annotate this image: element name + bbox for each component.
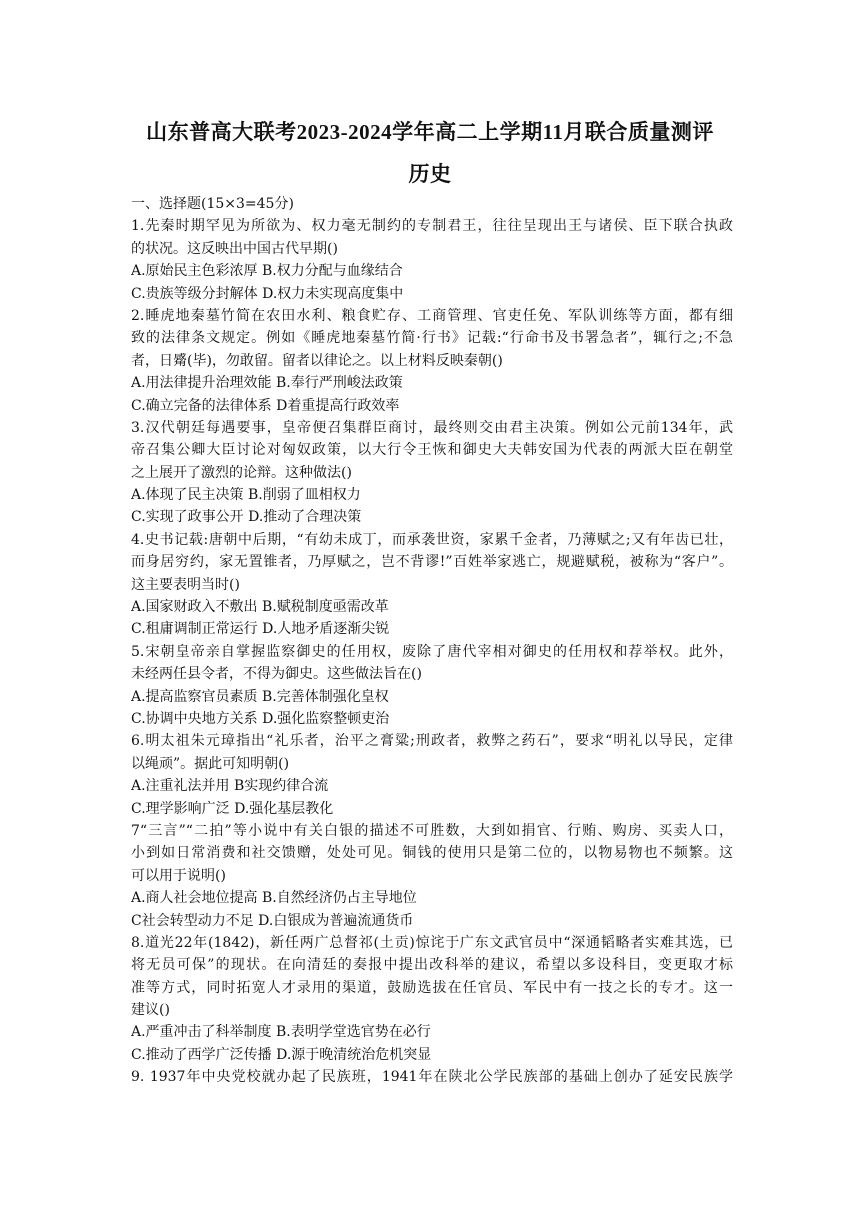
text-line: A.用法律提升治理效能 B.奉行严刑峻法政策 xyxy=(131,375,403,392)
text-line: A.严重冲击了科举制度 B.表明学堂选官势在必行 xyxy=(131,1024,431,1041)
text-line: 9. 1937年中央党校就办起了民族班，1941年在陕北公学民族部的基础上创办了延安民族学 xyxy=(131,1069,733,1086)
text-line: C.确立完备的法律体系 D着重提高行政效率 xyxy=(131,397,400,414)
text-line: 而身居穷约，家无置锥者，乃厚赋之，岂不背谬!”百姓举家逃亡，规避赋税，被称为“客户”。 xyxy=(131,554,733,571)
text-line: 将无员可保”的现状。在向清廷的奏报中提出改科举的建议，希望以多设科目，变更取才标 xyxy=(131,957,733,974)
text-line: 未经两任县令者，不得为御史。这些做法旨在() xyxy=(131,666,422,683)
text-line: C.实现了政事公开 D.推动了合理决策 xyxy=(131,509,362,526)
text-line: C.推动了西学广泛传播 D.源于晚清统治危机突显 xyxy=(131,1046,432,1063)
text-line: 者，日觱(毕)，勿敢留。留者以律论之。以上材料反映秦朝() xyxy=(131,352,503,369)
text-line: 6.明太祖朱元璋指出“礼乐者，治平之膏粱;刑政者，救弊之药石”，要求“明礼以导民，定律 xyxy=(131,733,733,750)
text-line: 致的法律条文规定。例如《睡虎地秦墓竹简·行书》记载:“行命书及书署急者”，辄行之;不急 xyxy=(131,330,733,347)
text-line: 4.史书记载:唐朝中后期，“有幼未成丁，而承袭世资，家累千金者，乃薄赋之;又有年齿已壮， xyxy=(131,531,733,548)
text-line: A.体现了民主决策 B.削弱了皿相权力 xyxy=(131,487,361,504)
text-line: 7“三言”“二拍”等小说中有关白银的描述不可胜数，大到如捐官、行贿、购房、买卖人口， xyxy=(131,822,733,839)
text-line: 准等方式，同时拓宽人才录用的渠道，鼓励选拔在任官员、军民中有一技之长的专才。这一 xyxy=(131,979,733,996)
text-line: 帝召集公卿大臣讨论对匈奴政策，以大行令王恢和御史大夫韩安国为代表的两派大臣在朝堂 xyxy=(131,442,733,459)
text-line: A.原始民主色彩浓厚 B.权力分配与血缘结合 xyxy=(131,263,403,280)
text-line: A.提高监察官员素质 B.完善体制强化皇权 xyxy=(131,688,389,705)
text-line: 1.先秦时期罕见为所欲为、权力毫无制约的专制君王，往往呈现出王与诸侯、臣下联合执政 xyxy=(131,218,733,235)
text-line: 3.汉代朝廷每遇要事，皇帝便召集群臣商讨，最终则交由君主决策。例如公元前134年，武 xyxy=(131,419,733,436)
text-line: 这主要表明当时() xyxy=(131,576,240,593)
text-line: 之上展开了激烈的论辩。这种做法() xyxy=(131,464,352,481)
text-line: C.理学影响广泛 D.强化基层教化 xyxy=(131,800,334,817)
text-line: 2.睡虎地秦墓竹简在农田水利、粮食贮存、工商管理、官吏任免、军队训练等方面，都有细 xyxy=(131,307,733,324)
text-line: 一、选择题(15×3=45分) xyxy=(131,196,294,212)
question-body xyxy=(131,193,733,1089)
text-line: 5.宋朝皇帝亲自掌握监察御史的任用权，废除了唐代宰相对御史的任用权和荐举权。此外， xyxy=(131,643,733,660)
text-line: A.商人社会地位提高 B.自然经济仍占主导地位 xyxy=(131,890,417,907)
subject-title: 历史 xyxy=(408,162,452,186)
text-line: 可以用于说明() xyxy=(131,867,226,884)
text-line: C.协调中央地方关系 D.强化监察整顿吏治 xyxy=(131,710,390,727)
document-title: 山东普高大联考2023-2024学年高二上学期11月联合质量测评 xyxy=(146,120,714,144)
text-line: C.贵族等级分封解体 D.权力未实现高度集中 xyxy=(131,285,404,302)
text-line: A.国家财政入不敷出 B.赋税制度亟需改革 xyxy=(131,599,389,616)
text-line: 小到如日常消费和社交馈赠，处处可见。铜钱的使用只是第二位的，以物易物也不频繁。这 xyxy=(131,845,733,862)
text-line: 的状况。这反映出中国古代早期() xyxy=(131,240,338,257)
text-line: 8.道光22年(1842)，新任两广总督祁(土贡)惊诧于广东文武官员中“深通韬略者实难其选，已 xyxy=(131,934,733,951)
text-line: C.租庸调制正常运行 D.人地矛盾逐渐尖锐 xyxy=(131,621,390,638)
text-line: 以绳顽”。据此可知明朝() xyxy=(131,755,290,772)
text-line: A.注重礼法并用 B实现约律合流 xyxy=(131,778,329,795)
text-line: C社会转型动力不足 D.白银成为普遍流通货币 xyxy=(131,912,414,929)
text-line: 建议() xyxy=(131,1002,170,1019)
